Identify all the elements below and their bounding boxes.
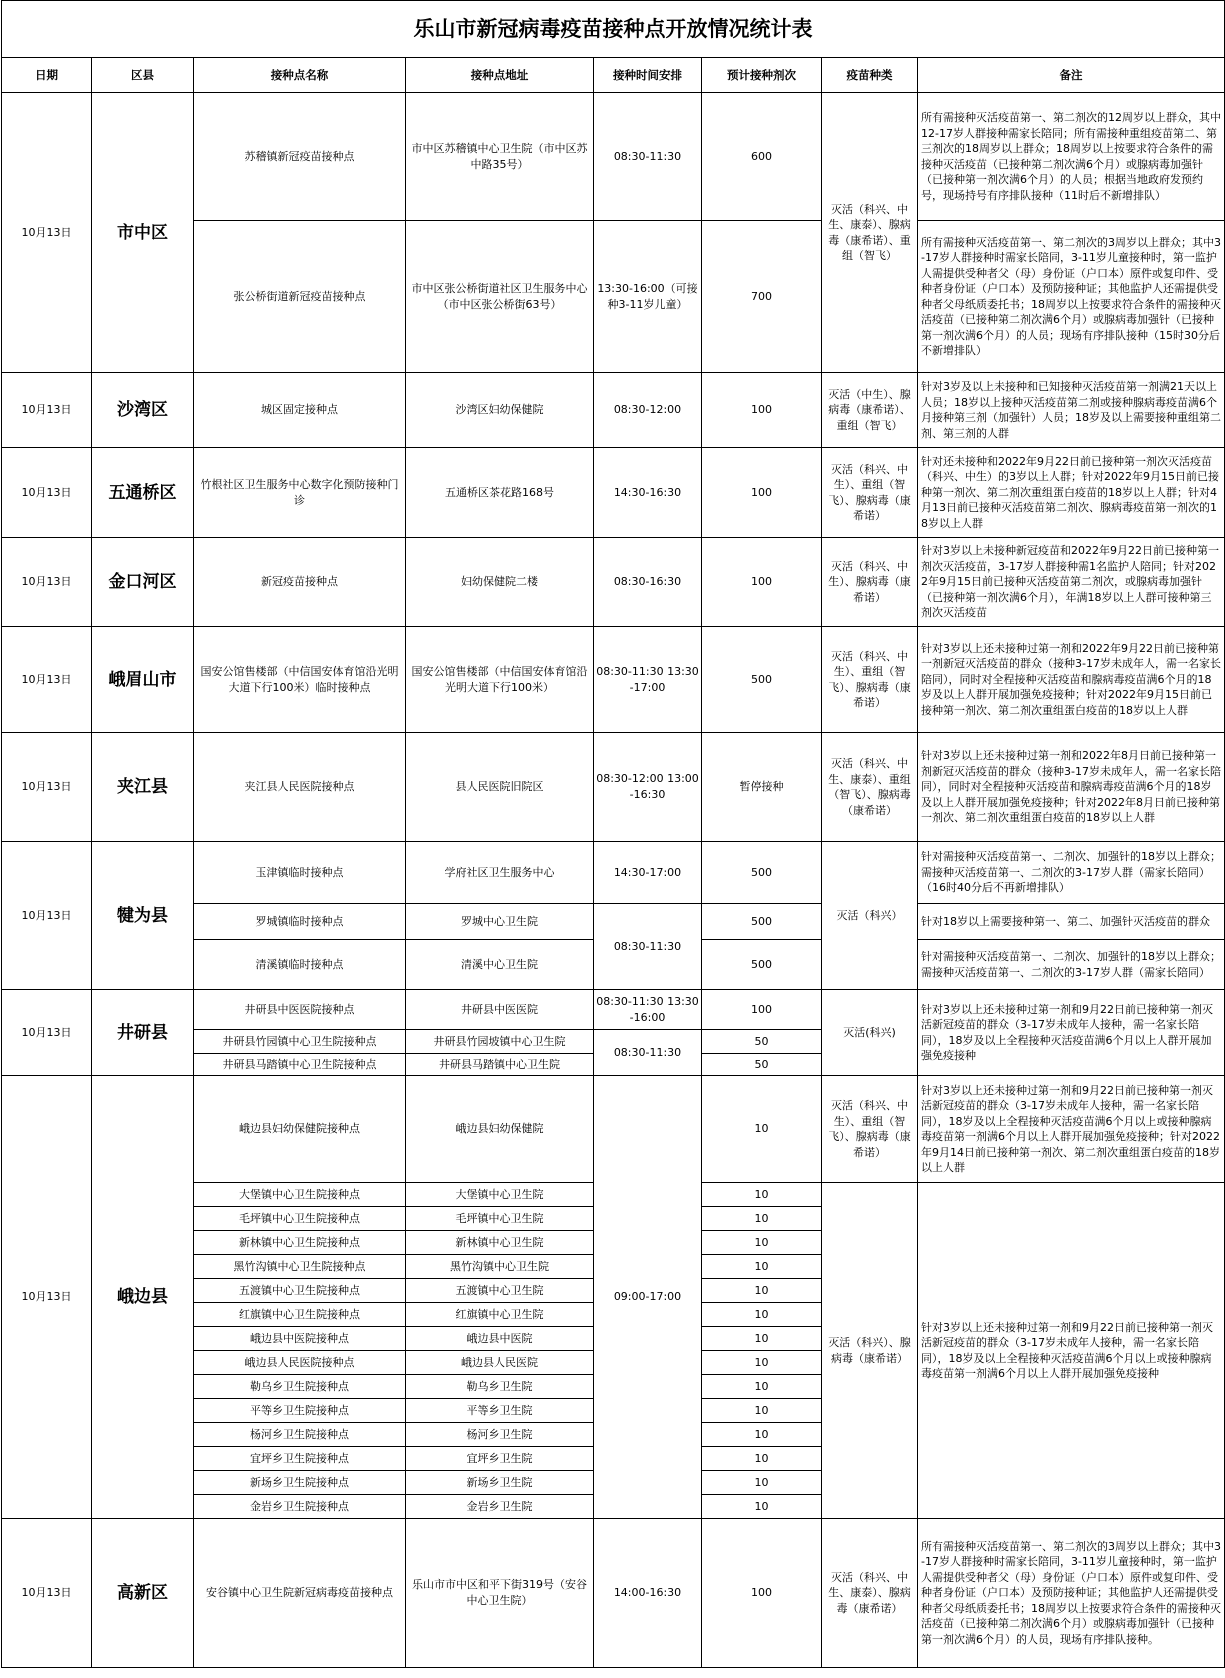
note-cell: 针对3岁以上还未接种过第一剂和9月22日前已接种第一剂灭活新冠疫苗的群众（3-17岁未成年人接种，需一名家长陪同），18岁及以上全程接种灭活疫苗满6个月以上或接种腺病毒疫苗第一剂满6个月以上人群开展加强免疫接种；针对2022年9月14日前已接种第一剂次、第二剂次重组蛋白疫苗的18岁以上人群 <box>918 1076 1225 1183</box>
site-name-cell: 安谷镇中心卫生院新冠病毒疫苗接种点 <box>194 1519 406 1668</box>
doses-cell: 10 <box>702 1471 822 1495</box>
doses-cell: 100 <box>702 448 822 538</box>
date-cell: 10月13日 <box>2 1519 92 1668</box>
site-name-cell: 五渡镇中心卫生院接种点 <box>194 1279 406 1303</box>
site-address-cell: 市中区苏稽镇中心卫生院（市中区苏中路35号） <box>406 93 594 221</box>
note-cell: 针对3岁以上还未接种过第一剂和9月22日前已接种第一剂灭活新冠疫苗的群众（3-17岁未成年人接种，需一名家长陪同），18岁及以上全程接种灭活疫苗满6个月以上或接种腺病毒疫苗第一剂满6个月以上人群开展加强免疫接种 <box>918 1183 1225 1519</box>
vaccine-cell: 灭活（科兴、中生、康泰）、重组（智飞）、腺病毒（康希诺） <box>822 733 918 842</box>
title-row <box>2 1 1225 58</box>
county-cell: 井研县 <box>92 990 194 1076</box>
county-cell: 峨眉山市 <box>92 627 194 733</box>
time-cell: 14:30-16:30 <box>594 448 702 538</box>
time-cell: 14:30-17:00 <box>594 842 702 904</box>
site-address-cell: 妇幼保健院二楼 <box>406 538 594 627</box>
site-name-cell: 峨边县中医院接种点 <box>194 1327 406 1351</box>
table-title: 乐山市新冠病毒疫苗接种点开放情况统计表 <box>2 1 1225 58</box>
site-address-cell: 井研县中医医院 <box>406 990 594 1030</box>
note-cell: 针对3岁以上还未接种过第一剂和2022年8月日前已接种第一剂新冠灭活疫苗的群众（接种3-17岁未成年人，需一名家长陪同），同时对全程接种灭活疫苗和腺病毒疫苗满6个月的18岁及以上人群开展加强免疫接种；针对2022年8月日前已接种第一剂次、第二剂次重组蛋白疫苗的18岁以上人群 <box>918 733 1225 842</box>
header-time: 接种时间安排 <box>594 58 702 93</box>
table-row <box>2 373 1225 448</box>
vaccination-sites-table <box>1 0 1225 1668</box>
table-row <box>2 538 1225 627</box>
county-cell: 犍为县 <box>92 842 194 990</box>
time-cell: 08:30-11:30 13:30-17:00 <box>594 627 702 733</box>
doses-cell: 10 <box>702 1255 822 1279</box>
table-row <box>2 627 1225 733</box>
vaccine-cell: 灭活（科兴）、腺病毒（康希诺） <box>822 1183 918 1519</box>
site-address-cell: 峨边县人民医院 <box>406 1351 594 1375</box>
doses-cell: 700 <box>702 221 822 373</box>
site-name-cell: 宜坪乡卫生院接种点 <box>194 1447 406 1471</box>
site-address-cell: 平等乡卫生院 <box>406 1399 594 1423</box>
site-address-cell: 罗城中心卫生院 <box>406 904 594 940</box>
county-cell: 峨边县 <box>92 1076 194 1519</box>
doses-cell: 10 <box>702 1375 822 1399</box>
site-address-cell: 黑竹沟镇中心卫生院 <box>406 1255 594 1279</box>
site-address-cell: 杨河乡卫生院 <box>406 1423 594 1447</box>
table-row <box>2 842 1225 904</box>
site-address-cell: 清溪中心卫生院 <box>406 940 594 990</box>
note-cell: 针对3岁以上还未接种过第一剂和9月22日前已接种第一剂灭活新冠疫苗的群众（3-17岁未成年人接种，需一名家长陪同），18岁及以上全程接种灭活疫苗满6个月以上人群开展加强免疫接种 <box>918 990 1225 1076</box>
site-address-cell: 新场乡卫生院 <box>406 1471 594 1495</box>
doses-cell: 10 <box>702 1447 822 1471</box>
doses-cell: 10 <box>702 1303 822 1327</box>
site-address-cell: 勒乌乡卫生院 <box>406 1375 594 1399</box>
time-cell: 08:30-16:30 <box>594 538 702 627</box>
site-address-cell: 县人民医院旧院区 <box>406 733 594 842</box>
doses-cell: 500 <box>702 940 822 990</box>
county-cell: 五通桥区 <box>92 448 194 538</box>
site-name-cell: 峨边县妇幼保健院接种点 <box>194 1076 406 1183</box>
time-cell: 13:30-16:00（可接种3-11岁儿童） <box>594 221 702 373</box>
site-name-cell: 苏稽镇新冠疫苗接种点 <box>194 93 406 221</box>
date-cell: 10月13日 <box>2 627 92 733</box>
site-name-cell: 新林镇中心卫生院接种点 <box>194 1231 406 1255</box>
doses-cell: 50 <box>702 1054 822 1076</box>
header-date: 日期 <box>2 58 92 93</box>
site-address-cell: 市中区张公桥街道社区卫生服务中心（市中区张公桥街63号） <box>406 221 594 373</box>
note-cell: 针对还未接种和2022年9月22日前已接种第一剂次灭活疫苗（科兴、中生）的3岁以上人群；针对2022年9月15日前已接种第一剂次、第二剂次重组蛋白疫苗的18岁以上人群；针对4月13日前已接种灭活疫苗第二剂次、腺病毒疫苗第一剂次的18岁以上人群 <box>918 448 1225 538</box>
county-cell: 金口河区 <box>92 538 194 627</box>
doses-cell: 100 <box>702 1519 822 1668</box>
site-name-cell: 金岩乡卫生院接种点 <box>194 1495 406 1519</box>
note-cell: 针对需接种灭活疫苗第一、二剂次、加强针的18岁以上群众；需接种灭活疫苗第一、二剂次的3-17岁人群（需家长陪同）（16时40分后不再新增排队） <box>918 842 1225 904</box>
vaccine-cell: 灭活（中生）、腺病毒（康希诺）、重组（智飞） <box>822 373 918 448</box>
time-cell: 08:30-11:30 <box>594 904 702 990</box>
vaccine-cell: 灭活（科兴、中生）、重组（智飞）、腺病毒（康希诺） <box>822 448 918 538</box>
doses-cell: 600 <box>702 93 822 221</box>
site-address-cell: 井研县竹园坡镇中心卫生院 <box>406 1030 594 1054</box>
date-cell: 10月13日 <box>2 373 92 448</box>
site-address-cell: 五通桥区茶花路168号 <box>406 448 594 538</box>
site-name-cell: 平等乡卫生院接种点 <box>194 1399 406 1423</box>
header-row <box>2 58 1225 93</box>
site-address-cell: 新林镇中心卫生院 <box>406 1231 594 1255</box>
site-name-cell: 夹江县人民医院接种点 <box>194 733 406 842</box>
site-address-cell: 宜坪乡卫生院 <box>406 1447 594 1471</box>
time-cell: 08:30-12:00 <box>594 373 702 448</box>
site-name-cell: 井研县中医医院接种点 <box>194 990 406 1030</box>
doses-cell: 500 <box>702 627 822 733</box>
note-cell: 针对需接种灭活疫苗第一、二剂次、加强针的18岁以上群众；需接种灭活疫苗第一、二剂次的3-17岁人群（需家长陪同） <box>918 940 1225 990</box>
site-name-cell: 井研县竹园镇中心卫生院接种点 <box>194 1030 406 1054</box>
doses-cell: 500 <box>702 842 822 904</box>
table-row <box>2 733 1225 842</box>
site-name-cell: 井研县马踏镇中心卫生院接种点 <box>194 1054 406 1076</box>
vaccine-cell: 灭活（科兴） <box>822 842 918 990</box>
site-address-cell: 五渡镇中心卫生院 <box>406 1279 594 1303</box>
vaccine-cell: 灭活（科兴、中生）、腺病毒（康希诺） <box>822 538 918 627</box>
time-cell: 14:00-16:30 <box>594 1519 702 1668</box>
date-cell: 10月13日 <box>2 93 92 373</box>
date-cell: 10月13日 <box>2 448 92 538</box>
table-row <box>2 1076 1225 1183</box>
note-cell: 针对3岁以上未接种新冠疫苗和2022年9月22日前已接种第一剂次灭活疫苗，3-17岁人群接种需1名监护人陪同；针对2022年9月15日前已接种灭活疫苗第二剂次，或腺病毒加强针（已接种第一剂次满6个月），年满18岁以上人群可接种第三剂次灭活疫苗 <box>918 538 1225 627</box>
date-cell: 10月13日 <box>2 842 92 990</box>
site-address-cell: 峨边县妇幼保健院 <box>406 1076 594 1183</box>
header-note: 备注 <box>918 58 1225 93</box>
doses-cell: 10 <box>702 1495 822 1519</box>
table-row <box>2 448 1225 538</box>
date-cell: 10月13日 <box>2 538 92 627</box>
note-cell: 针对3岁及以上未接种和已知接种灭活疫苗第一剂满21天以上人员；18岁以上接种灭活疫苗第二剂或接种腺病毒疫苗满6个月接种第三剂（加强针）人员；18岁及以上需要接种重组第二剂、第三剂的人群 <box>918 373 1225 448</box>
doses-cell: 10 <box>702 1207 822 1231</box>
vaccine-cell: 灭活(科兴) <box>822 990 918 1076</box>
table-row <box>2 1519 1225 1668</box>
site-name-cell: 玉津镇临时接种点 <box>194 842 406 904</box>
site-address-cell: 金岩乡卫生院 <box>406 1495 594 1519</box>
site-address-cell: 沙湾区妇幼保健院 <box>406 373 594 448</box>
site-address-cell: 大堡镇中心卫生院 <box>406 1183 594 1207</box>
vaccine-cell: 灭活（科兴、中生、康泰）、腺病毒（康希诺）、重组（智飞） <box>822 93 918 373</box>
vaccine-cell: 灭活（科兴、中生）、重组（智飞）、腺病毒（康希诺） <box>822 1076 918 1183</box>
table-row <box>2 990 1225 1030</box>
site-address-cell: 井研县马踏镇中心卫生院 <box>406 1054 594 1076</box>
site-address-cell: 学府社区卫生服务中心 <box>406 842 594 904</box>
date-cell: 10月13日 <box>2 1076 92 1519</box>
site-address-cell: 乐山市市中区和平下街319号（安谷中心卫生院） <box>406 1519 594 1668</box>
vaccine-cell: 灭活（科兴、中生）、重组（智飞）、腺病毒（康希诺） <box>822 627 918 733</box>
doses-cell: 10 <box>702 1423 822 1447</box>
site-name-cell: 毛坪镇中心卫生院接种点 <box>194 1207 406 1231</box>
site-name-cell: 清溪镇临时接种点 <box>194 940 406 990</box>
date-cell: 10月13日 <box>2 990 92 1076</box>
doses-cell: 10 <box>702 1183 822 1207</box>
county-cell: 市中区 <box>92 93 194 373</box>
time-cell: 08:30-11:30 <box>594 93 702 221</box>
site-name-cell: 罗城镇临时接种点 <box>194 904 406 940</box>
time-cell: 08:30-12:00 13:00-16:30 <box>594 733 702 842</box>
doses-cell: 10 <box>702 1399 822 1423</box>
site-name-cell: 竹根社区卫生服务中心数字化预防接种门诊 <box>194 448 406 538</box>
site-address-cell: 国安公馆售楼部（中信国安体育馆沿光明大道下行100米） <box>406 627 594 733</box>
header-doses: 预计接种剂次 <box>702 58 822 93</box>
site-name-cell: 大堡镇中心卫生院接种点 <box>194 1183 406 1207</box>
site-address-cell: 红旗镇中心卫生院 <box>406 1303 594 1327</box>
site-name-cell: 国安公馆售楼部（中信国安体育馆沿光明大道下行100米）临时接种点 <box>194 627 406 733</box>
header-county: 区县 <box>92 58 194 93</box>
note-cell: 针对3岁以上还未接种过第一剂和2022年9月22日前已接种第一剂新冠灭活疫苗的群众（接种3-17岁未成年人，需一名家长陪同），同时对全程接种灭活疫苗和腺病毒疫苗满6个月的18岁及以上人群开展加强免疫接种；针对2022年9月15日前已接种第一剂次、第二剂次重组蛋白疫苗的18岁以上人群 <box>918 627 1225 733</box>
note-cell: 所有需接种灭活疫苗第一、第二剂次的3周岁以上群众；其中3-17岁人群接种时需家长陪同，3-11岁儿童接种时，第一监护人需提供受种者父（母）身份证（户口本）原件或复印件、受种者身份证（户口本）及预防接种证；其他监护人还需提供受种者父母纸质委托书；18周岁以上按要求符合条件的需接种灭活疫苗（已接种第二剂次满6个月）或腺病毒加强针（已接种第一剂次满6个月）的人员，现场有序排队接种。 <box>918 1519 1225 1668</box>
county-cell: 夹江县 <box>92 733 194 842</box>
site-address-cell: 毛坪镇中心卫生院 <box>406 1207 594 1231</box>
site-name-cell: 红旗镇中心卫生院接种点 <box>194 1303 406 1327</box>
doses-cell: 100 <box>702 373 822 448</box>
site-name-cell: 黑竹沟镇中心卫生院接种点 <box>194 1255 406 1279</box>
time-cell: 09:00-17:00 <box>594 1076 702 1519</box>
date-cell: 10月13日 <box>2 733 92 842</box>
note-cell: 针对18岁以上需要接种第一、第二、加强针灭活疫苗的群众 <box>918 904 1225 940</box>
doses-cell: 暂停接种 <box>702 733 822 842</box>
county-cell: 高新区 <box>92 1519 194 1668</box>
time-cell: 08:30-11:30 13:30-16:00 <box>594 990 702 1030</box>
header-site-name: 接种点名称 <box>194 58 406 93</box>
doses-cell: 50 <box>702 1030 822 1054</box>
doses-cell: 10 <box>702 1231 822 1255</box>
site-name-cell: 新场乡卫生院接种点 <box>194 1471 406 1495</box>
note-cell: 所有需接种灭活疫苗第一、第二剂次的3周岁以上群众；其中3-17岁人群接种时需家长陪同，3-11岁儿童接种时，第一监护人需提供受种者父（母）身份证（户口本）原件或复印件、受种者身份证（户口本）及预防接种证；其他监护人还需提供受种者父母纸质委托书；18周岁以上按要求符合条件的需接种灭活疫苗（已接种第二剂次满6个月）或腺病毒加强针（已接种第一剂次满6个月）的人员；现场有序排队接种（15时30分后不新增排队） <box>918 221 1225 373</box>
header-site-address: 接种点地址 <box>406 58 594 93</box>
table-row <box>2 93 1225 221</box>
doses-cell: 100 <box>702 990 822 1030</box>
time-cell: 08:30-11:30 <box>594 1030 702 1076</box>
note-cell: 所有需接种灭活疫苗第一、第二剂次的12周岁以上群众，其中12-17岁人群接种需家长陪同；所有需接种重组疫苗第二、第三剂次的18周岁以上群众；18周岁以上按要求符合条件的需接种灭活疫苗（已接种第二剂次满6个月）或腺病毒加强针（已接种第一剂次满6个月）的人员；根据当地政府发预约号，现场持号有序排队接种（11时后不新增排队） <box>918 93 1225 221</box>
site-name-cell: 杨河乡卫生院接种点 <box>194 1423 406 1447</box>
doses-cell: 10 <box>702 1327 822 1351</box>
doses-cell: 10 <box>702 1279 822 1303</box>
header-vaccine: 疫苗种类 <box>822 58 918 93</box>
doses-cell: 10 <box>702 1076 822 1183</box>
doses-cell: 500 <box>702 904 822 940</box>
county-cell: 沙湾区 <box>92 373 194 448</box>
vaccine-cell: 灭活（科兴、中生、康泰）、腺病毒（康希诺） <box>822 1519 918 1668</box>
site-name-cell: 勒乌乡卫生院接种点 <box>194 1375 406 1399</box>
site-name-cell: 城区固定接种点 <box>194 373 406 448</box>
doses-cell: 10 <box>702 1351 822 1375</box>
site-name-cell: 峨边县人民医院接种点 <box>194 1351 406 1375</box>
doses-cell: 100 <box>702 538 822 627</box>
site-name-cell: 新冠疫苗接种点 <box>194 538 406 627</box>
site-address-cell: 峨边县中医院 <box>406 1327 594 1351</box>
site-name-cell: 张公桥街道新冠疫苗接种点 <box>194 221 406 373</box>
